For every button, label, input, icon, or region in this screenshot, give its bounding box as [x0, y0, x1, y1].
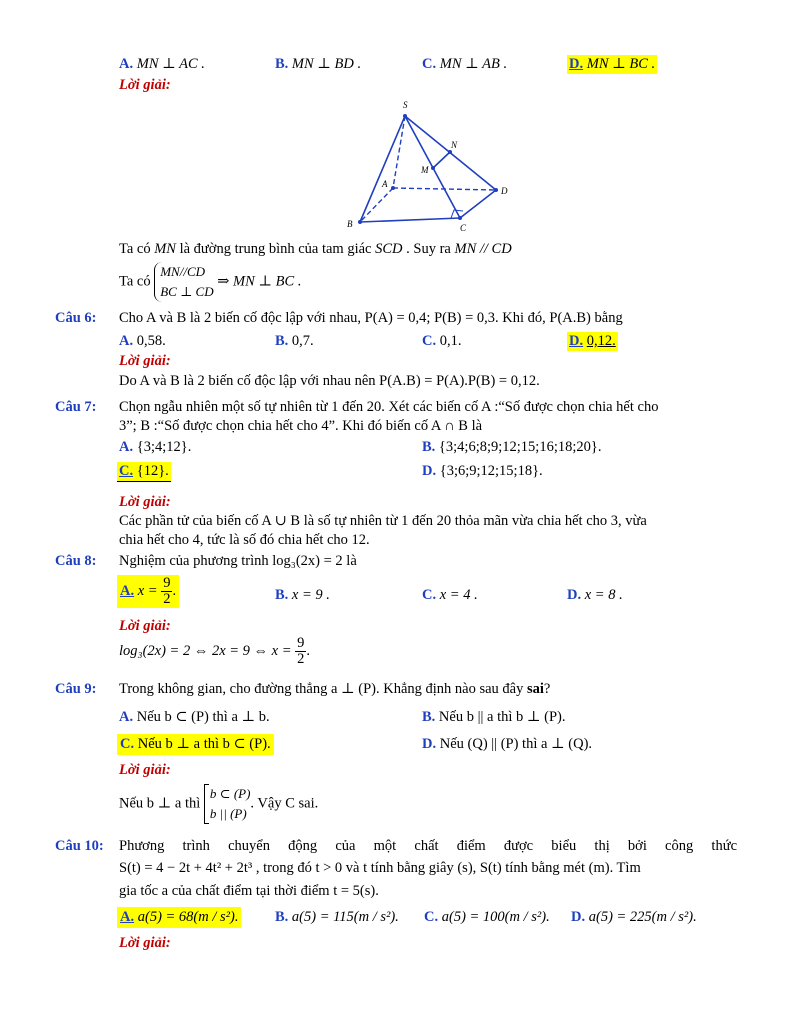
q6-label: Câu 6: — [55, 310, 97, 326]
point-N — [448, 150, 452, 154]
point-M — [431, 166, 435, 170]
edge-AD — [393, 188, 496, 190]
label-D: D — [501, 186, 508, 196]
pyramid-figure — [330, 96, 520, 236]
q5-option-a: A. MN ⊥ AC . — [119, 56, 205, 72]
q5-solution-line-2: Ta có MN//CD BC ⊥ CD ⇒ MN ⊥ BC . — [119, 262, 301, 302]
q5-option-d-answer: D. MN ⊥ BC . — [569, 56, 656, 72]
q10-text-line-3: gia tốc a của chất điểm tại thời điểm t = 5(s). — [119, 883, 379, 899]
q9-solution: Nếu b ⊥ a thì b ⊂ (P) b || (P) . Vậy C sai. — [119, 784, 318, 824]
q7-label: Câu 7: — [55, 399, 97, 415]
q8-option-d: D. x = 8 . — [567, 587, 623, 603]
q9-option-a: A. Nếu b ⊂ (P) thì a ⊥ b. — [119, 709, 270, 725]
label-M: M — [421, 165, 429, 175]
q7-option-c-answer: C. {12}. — [117, 462, 171, 482]
point-S — [403, 114, 407, 118]
q6-option-c: C. 0,1. — [422, 333, 462, 349]
label-C: C — [460, 223, 467, 233]
q8-option-a-answer: A. x = $\frac{9}{2}$ . — [117, 575, 179, 608]
q9-solution-label: Lời giải: — [119, 762, 171, 778]
q7-option-b: B. {3;4;6;8;9;12;15;16;18;20}. — [422, 439, 602, 455]
q7-option-a: A. {3;4;12}. — [119, 439, 192, 455]
q9-option-b: B. Nếu b || a thì b ⊥ (P). — [422, 709, 566, 725]
point-A — [391, 186, 395, 190]
point-C — [458, 216, 462, 220]
q9-option-d: D. Nếu (Q) || (P) thì a ⊥ (Q). — [422, 736, 593, 752]
edge-AB — [360, 188, 393, 222]
q5-option-c: C. MN ⊥ AB . — [422, 56, 508, 72]
q7-solution-line-1: Các phần tử của biến cố A ∪ B là số tự nhiên từ 1 đến 20 thỏa mãn vừa chia hết cho 3, vừa — [119, 513, 647, 529]
q6-text: Cho A và B là 2 biến cố độc lập với nhau, P(A) = 0,4; P(B) = 0,3. Khi đó, P(A.B) bằng — [119, 310, 623, 326]
edge-SA — [393, 116, 405, 188]
q8-label: Câu 8: — [55, 553, 97, 569]
q10-solution-label: Lời giải: — [119, 935, 171, 951]
q6-option-d-answer: D. 0,12. — [569, 333, 616, 349]
q7-option-d: D. {3;6;9;12;15;18}. — [422, 463, 543, 479]
point-D — [494, 188, 498, 192]
bracket-system: b ⊂ (P) b || (P) — [204, 784, 251, 824]
edge-BC — [360, 218, 460, 222]
q9-option-c-answer: C. Nếu b ⊥ a thì b ⊂ (P). — [117, 734, 274, 755]
q5-option-b: B. MN ⊥ BD . — [275, 56, 362, 72]
q7-text-line-1: Chọn ngẫu nhiên một số tự nhiên từ 1 đến 20. Xét các biến cố A :“Số được chọn chia hết cho — [119, 399, 659, 415]
q5-solution-line-1: Ta có MN là đường trung bình của tam giác SCD . Suy ra MN // CD — [119, 241, 512, 257]
q8-solution-fraction: $\frac{9}{2}$ — [297, 635, 305, 667]
edge-CD — [460, 190, 496, 218]
q10-text-line-2: S(t) = 4 − 2t + 4t² + 2t³ , trong đó t > 0 và t tính bằng giây (s), S(t) tính bằng mét (m). Tìm — [119, 860, 641, 876]
q10-text-line-1: Phương trình chuyển động của một chất điểm được biểu thị bởi công thức — [119, 838, 737, 854]
q7-solution-line-2: chia hết cho 4, tức là số đó chia hết cho 12. — [119, 532, 370, 548]
q5-solution-label: Lời giải: — [119, 77, 171, 93]
q6-solution-label: Lời giải: — [119, 353, 171, 369]
label-B: B — [347, 219, 353, 229]
q6-solution: Do A và B là 2 biến cố độc lập với nhau nên P(A.B) = P(A).P(B) = 0,12. — [119, 373, 540, 389]
q10-option-a-answer: A. a(5) = 68(m / s²). — [117, 907, 241, 928]
q10-option-c: C. a(5) = 100(m / s²). — [424, 909, 550, 925]
segment-MN — [433, 152, 450, 168]
q8-option-c: C. x = 4 . — [422, 587, 478, 603]
q7-text-line-2: 3”; B :“Số được chọn chia hết cho 4”. Khi đó biến cố A ∩ B là — [119, 418, 483, 434]
q6-option-b: B. 0,7. — [275, 333, 314, 349]
system-brace: MN//CD BC ⊥ CD — [154, 262, 213, 302]
q8-text: Nghiệm của phương trình log₃(2x) = 2 là — [119, 553, 357, 569]
q10-option-d: D. a(5) = 225(m / s²). — [571, 909, 697, 925]
q10-option-b: B. a(5) = 115(m / s²). — [275, 909, 399, 925]
label-S: S — [403, 100, 408, 110]
edge-SB — [360, 116, 405, 222]
q8-solution: log₃(2x) = 2 ⇔ 2x = 9 ⇔ x = $\frac{9}{2}$ . — [119, 635, 311, 667]
q8-solution-label: Lời giải: — [119, 618, 171, 634]
label-A: A — [382, 179, 388, 189]
q8-option-b: B. x = 9 . — [275, 587, 330, 603]
q10-label: Câu 10: — [55, 838, 104, 854]
q9-text: Trong không gian, cho đường thẳng a ⊥ (P). Khẳng định nào sau đây sai? — [119, 681, 551, 697]
q8-option-a-fraction: $\frac{9}{2}$ — [163, 575, 171, 607]
q9-label: Câu 9: — [55, 681, 97, 697]
label-N: N — [451, 140, 458, 150]
q7-solution-label: Lời giải: — [119, 494, 171, 510]
q6-option-a: A. 0,58. — [119, 333, 166, 349]
point-B — [358, 220, 362, 224]
